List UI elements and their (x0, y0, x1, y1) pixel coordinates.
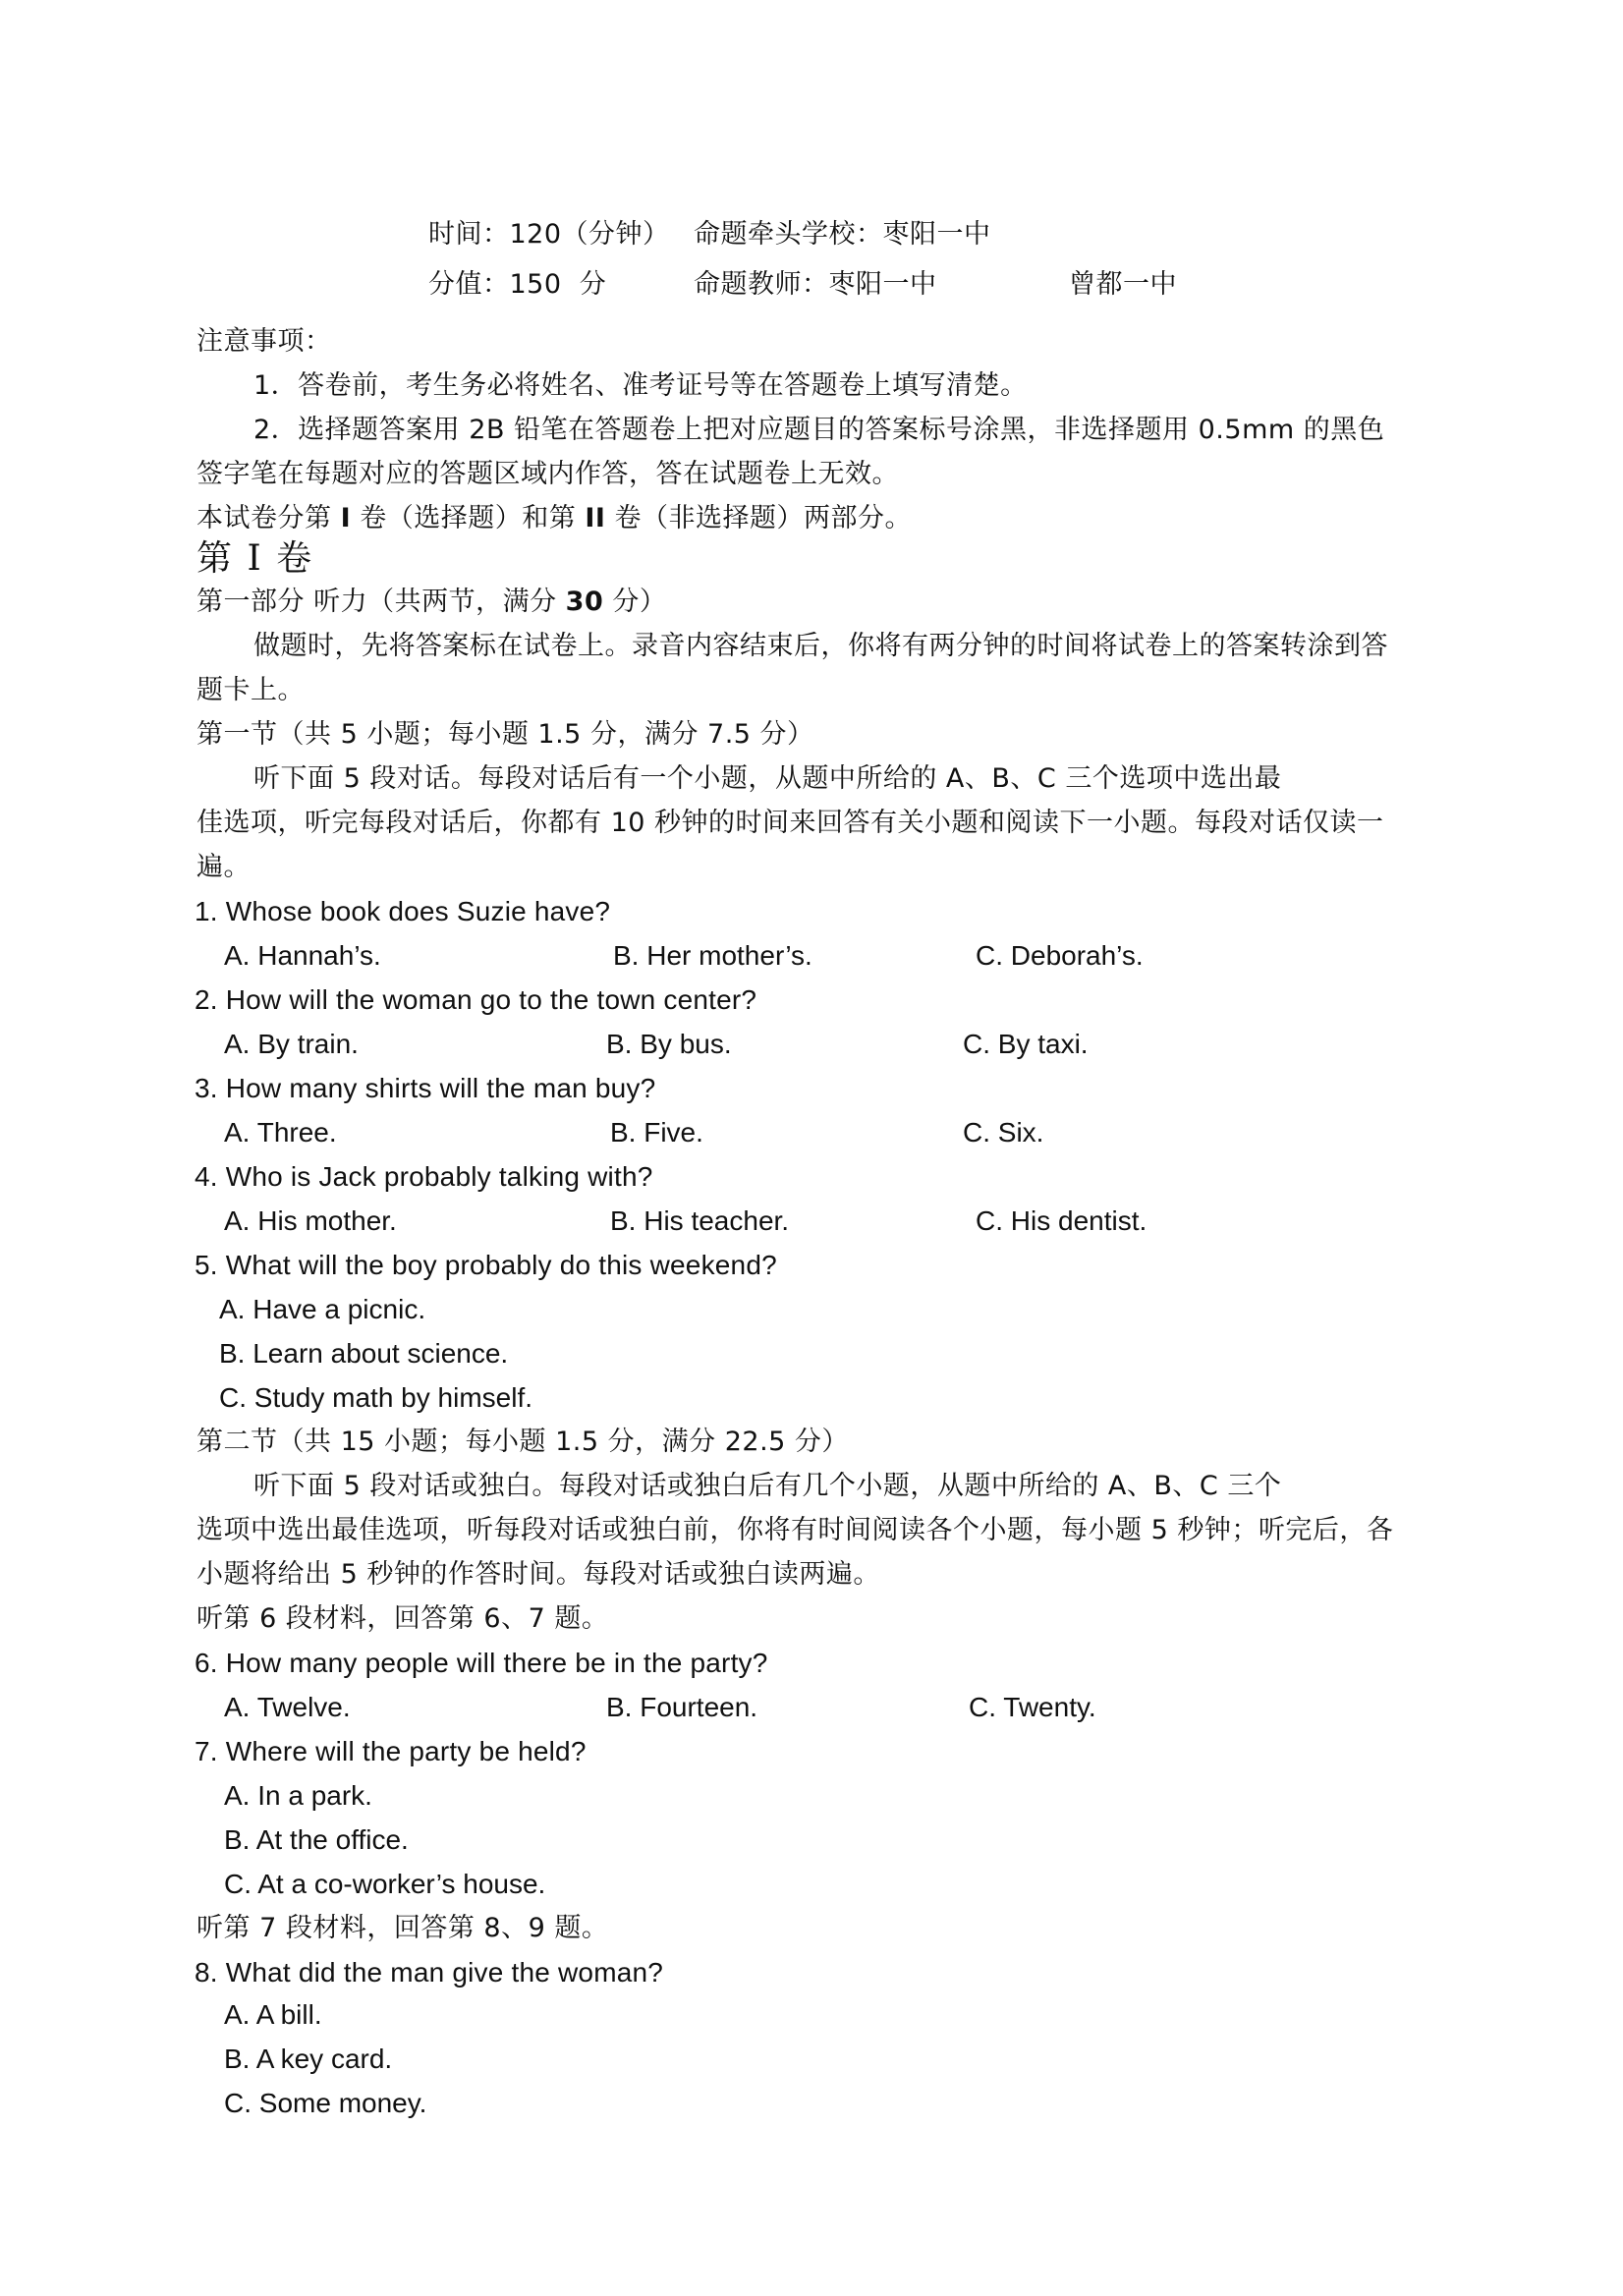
question-5-option-b: B. Learn about science. (219, 1338, 509, 1369)
question-8-option-a: A. A bill. (224, 1999, 322, 2030)
question-3-option-a: A. Three. (224, 1117, 337, 1148)
material-7-instruction: 听第 7 段材料，回答第 8、9 题。 (196, 1913, 609, 1943)
question-7-option-c: C. At a co-worker’s house. (224, 1869, 546, 1899)
section2-intro-line-2: 选项中选出最佳选项，听每段对话或独白前，你将有时间阅读各个小题，每小题 5 秒钟；听完后，各 (196, 1515, 1394, 1545)
section1-intro-line-3: 遍。 (196, 852, 251, 882)
header-time-line (428, 218, 670, 252)
question-5-option-a: A. Have a picnic. (219, 1294, 426, 1324)
time-label: 时间： (428, 219, 510, 250)
question-8: 8. What did the man give the woman? (195, 1957, 664, 1988)
question-7: 7. Where will the party be held? (195, 1736, 587, 1766)
notes-item-2-line-1: 2．选择题答案用 2B 铅笔在答题卷上把对应题目的答案标号涂黑，非选择题用 0.5mm 的黑色 (253, 415, 1385, 445)
volume-one-mark: I (340, 503, 352, 533)
question-2-option-c: C. By taxi. (963, 1029, 1089, 1059)
question-8-option-c: C. Some money. (224, 2088, 427, 2118)
question-2-option-a: A. By train. (224, 1029, 359, 1059)
question-6: 6. How many people will there be in the party? (195, 1648, 768, 1678)
question-5: 5. What will the boy probably do this weekend? (195, 1250, 777, 1280)
question-7-option-a: A. In a park. (224, 1780, 372, 1811)
time-unit: （分钟） (561, 219, 670, 250)
section1-intro-line-1: 听下面 5 段对话。每段对话后有一个小题，从题中所给的 A、B、C 三个选项中选出最 (253, 763, 1282, 794)
part1-title (196, 586, 666, 619)
material-6-instruction: 听第 6 段材料，回答第 6、7 题。 (196, 1603, 609, 1634)
section1-intro-line-2: 佳选项，听完每段对话后，你都有 10 秒钟的时间来回答有关小题和阅读下一小题。每段对话仅读一 (196, 808, 1384, 838)
teacher-school-1: 命题教师：枣阳一中 (694, 269, 937, 300)
question-1-option-a: A. Hannah’s. (224, 940, 381, 971)
question-2-option-b: B. By bus. (606, 1029, 732, 1059)
section1-title: 第一节（共 5 小题；每小题 1.5 分，满分 7.5 分） (196, 719, 814, 750)
question-4-option-a: A. His mother. (224, 1205, 397, 1236)
question-3: 3. How many shirts will the man buy? (195, 1073, 656, 1103)
structure-text: 卷（非选择题）两部分。 (605, 503, 912, 533)
question-3-option-b: B. Five. (610, 1117, 703, 1148)
question-7-option-b: B. At the office. (224, 1824, 409, 1855)
question-4-option-b: B. His teacher. (610, 1205, 790, 1236)
header-score-line (428, 268, 606, 302)
question-1: 1. Whose book does Suzie have? (195, 896, 611, 926)
part1-title-text: 第一部分 听力（共两节，满分 (196, 587, 566, 617)
question-4: 4. Who is Jack probably talking with? (195, 1161, 653, 1192)
question-6-option-b: B. Fourteen. (606, 1692, 758, 1722)
part1-intro-line-1: 做题时，先将答案标在试卷上。录音内容结束后，你将有两分钟的时间将试卷上的答案转涂到答 (253, 631, 1388, 661)
structure-text: 卷（选择题）和第 (351, 503, 586, 533)
score-value: 150 (509, 269, 562, 300)
section2-intro-line-3: 小题将给出 5 秒钟的作答时间。每段对话或独白读两遍。 (196, 1559, 880, 1590)
score-unit: 分 (579, 269, 607, 300)
part1-title-text: 分） (603, 587, 667, 617)
part1-score: 30 (565, 587, 604, 617)
section2-intro-line-1: 听下面 5 段对话或独白。每段对话或独白后有几个小题，从题中所给的 A、B、C 三个 (253, 1471, 1282, 1501)
question-5-option-c: C. Study math by himself. (219, 1382, 533, 1413)
question-1-option-b: B. Her mother’s. (613, 940, 812, 971)
volume-two-mark: II (585, 503, 606, 533)
time-value: 120 (509, 219, 562, 250)
question-4-option-c: C. His dentist. (976, 1205, 1147, 1236)
structure-text: 本试卷分第 (196, 503, 341, 533)
section2-title: 第二节（共 15 小题；每小题 1.5 分，满分 22.5 分） (196, 1427, 849, 1457)
notes-item-1: 1．答卷前，考生务必将姓名、准考证号等在答题卷上填写清楚。 (253, 370, 1028, 401)
volume-title: 第 I 卷 (196, 538, 314, 579)
teacher-school-2: 曾都一中 (1069, 269, 1177, 300)
score-label: 分值： (428, 269, 510, 300)
lead-school: 命题牵头学校：枣阳一中 (694, 219, 991, 250)
question-6-option-a: A. Twelve. (224, 1692, 351, 1722)
question-8-option-b: B. A key card. (224, 2044, 393, 2074)
question-6-option-c: C. Twenty. (969, 1692, 1096, 1722)
notes-item-2-line-2: 签字笔在每题对应的答题区域内作答，答在试题卷上无效。 (196, 459, 899, 489)
part1-intro-line-2: 题卡上。 (196, 675, 305, 705)
question-3-option-c: C. Six. (963, 1117, 1044, 1148)
notes-title: 注意事项： (196, 326, 332, 357)
structure-line (196, 502, 912, 535)
question-1-option-c: C. Deborah’s. (976, 940, 1144, 971)
question-2: 2. How will the woman go to the town center? (195, 984, 757, 1015)
